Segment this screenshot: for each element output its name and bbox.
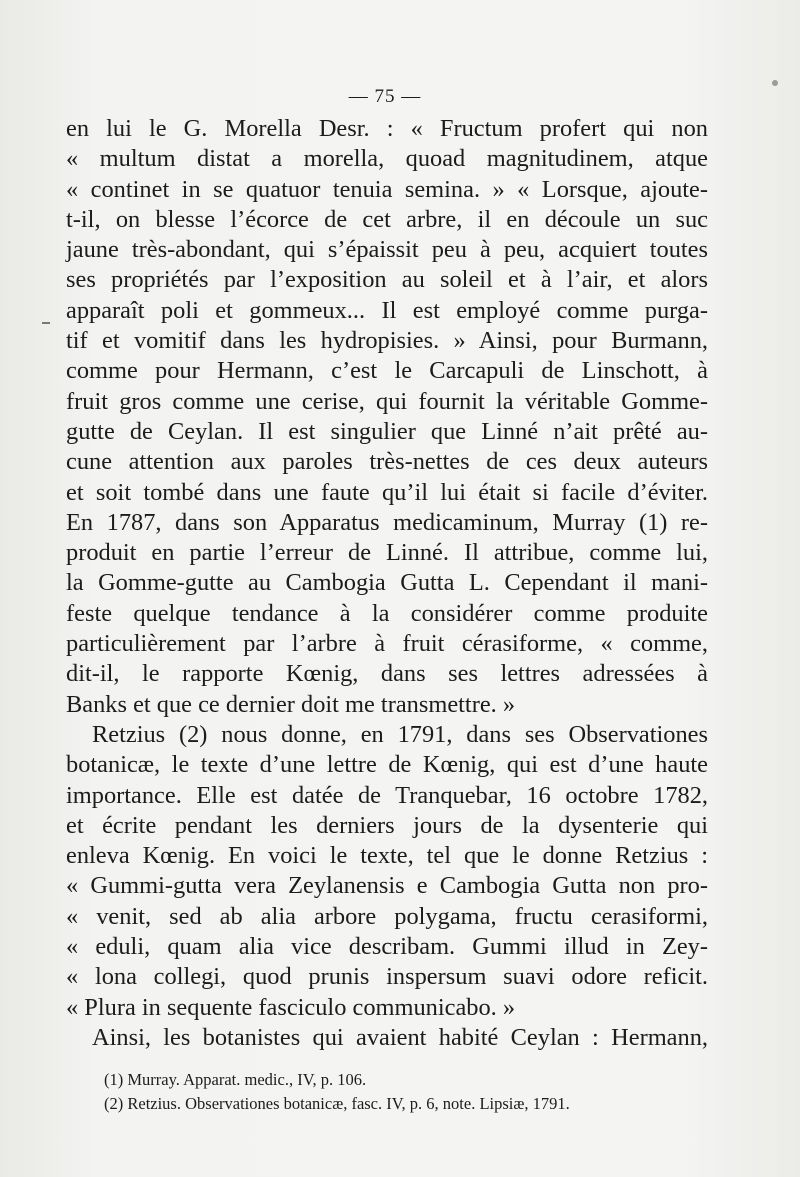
text-line: « Gummi-gutta vera Zeylanensis e Cambogia Gutta non pro- bbox=[66, 872, 708, 900]
text-line: et soit tombé dans une faute qu’il lui était si facile d’éviter. bbox=[66, 478, 708, 506]
margin-mark bbox=[42, 322, 50, 324]
footnote: (2) Retzius. Observationes botanicæ, fasc. IV, p. 6, note. Lipsiæ, 1791. bbox=[104, 1094, 570, 1113]
text-line: comme pour Hermann, c’est le Carcapuli de Linschott, à bbox=[66, 357, 708, 385]
footnote: (1) Murray. Apparat. medic., IV, p. 106. bbox=[104, 1070, 367, 1089]
text-line: feste quelque tendance à la considérer comme produite bbox=[66, 599, 708, 627]
body-text bbox=[66, 114, 708, 1053]
text-line: « eduli, quam alia vice describam. Gummi illud in Zey- bbox=[66, 933, 708, 961]
text-line: t-il, on blesse l’écorce de cet arbre, il en découle un suc bbox=[66, 205, 708, 233]
text-line: ses propriétés par l’exposition au soleil et à l’air, et alors bbox=[66, 266, 708, 294]
text-line: « continet in se quatuor tenuia semina. » « Lorsque, ajoute- bbox=[66, 175, 708, 203]
text-line: botanicæ, le texte d’une lettre de Kœnig, qui est d’une haute bbox=[66, 751, 708, 779]
text-line: fruit gros comme une cerise, qui fournit la véritable Gomme- bbox=[66, 387, 708, 415]
text-line: jaune très-abondant, qui s’épaissit peu à peu, acquiert toutes bbox=[66, 236, 708, 264]
text-line: dit-il, le rapporte Kœnig, dans ses lettres adressées à bbox=[66, 660, 708, 688]
footnotes bbox=[104, 1068, 704, 1116]
text-line: la Gomme-gutte au Cambogia Gutta L. Cependant il mani- bbox=[66, 569, 708, 597]
page-number: — 75 — bbox=[348, 86, 422, 107]
text-line: Ainsi, les botanistes qui avaient habité Ceylan : Hermann, bbox=[92, 1023, 708, 1051]
text-line: Banks et que ce dernier doit me transmettre. » bbox=[66, 690, 516, 718]
text-line: Retzius (2) nous donne, en 1791, dans ses Observationes bbox=[92, 720, 708, 748]
text-line: apparaît poli et gommeux... Il est employé comme purga- bbox=[66, 296, 708, 324]
text-line: en lui le G. Morella Desr. : « Fructum profert qui non bbox=[66, 115, 708, 142]
text-line: produit en partie l’erreur de Linné. Il attribue, comme lui, bbox=[66, 539, 708, 567]
text-line: gutte de Ceylan. Il est singulier que Linné n’ait prêté au- bbox=[66, 417, 708, 445]
text-line: particulièrement par l’arbre à fruit cérasiforme, « comme, bbox=[66, 630, 708, 658]
text-line: enleva Kœnig. En voici le texte, tel que le donne Retzius : bbox=[66, 842, 708, 870]
ink-speck bbox=[772, 80, 778, 86]
text-line: « Plura in sequente fasciculo communicabo. » bbox=[66, 993, 516, 1021]
text-line: « lona collegi, quod prunis inspersum suavi odore reficit. bbox=[66, 963, 708, 991]
text-line: cune attention aux paroles très-nettes de ces deux auteurs bbox=[66, 448, 708, 476]
text-line: « multum distat a morella, quoad magnitudinem, atque bbox=[66, 145, 708, 173]
text-line: En 1787, dans son Apparatus medicaminum, Murray (1) re- bbox=[66, 508, 708, 536]
text-line: importance. Elle est datée de Tranquebar, 16 octobre 1782, bbox=[66, 781, 708, 809]
text-line: et écrite pendant les derniers jours de la dysenterie qui bbox=[66, 811, 708, 839]
text-line: tif et vomitif dans les hydropisies. » Ainsi, pour Burmann, bbox=[66, 327, 708, 355]
text-line: « venit, sed ab alia arbore polygama, fructu cerasiformi, bbox=[66, 902, 708, 930]
